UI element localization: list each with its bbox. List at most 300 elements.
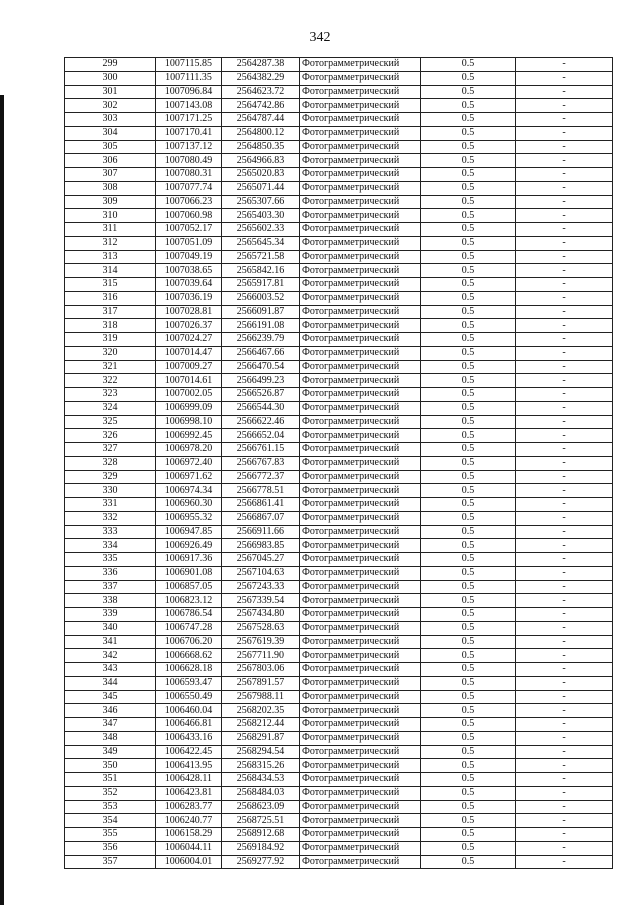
table-row (65, 553, 613, 567)
table-row (65, 649, 613, 663)
accuracy-cell: 0.5 (421, 429, 516, 443)
method-cell: Фотограмметрический (300, 594, 421, 608)
method-cell: Фотограмметрический (300, 511, 421, 525)
x-coordinate-cell: 1007002.05 (156, 388, 222, 402)
x-coordinate-cell: 1007039.64 (156, 278, 222, 292)
coordinates-table (64, 57, 613, 869)
y-coordinate-cell: 2567339.54 (222, 594, 300, 608)
accuracy-cell: 0.5 (421, 168, 516, 182)
method-cell: Фотограмметрический (300, 374, 421, 388)
method-cell: Фотограмметрический (300, 621, 421, 635)
x-coordinate-cell: 1006857.05 (156, 580, 222, 594)
table-row (65, 498, 613, 512)
note-cell: - (516, 498, 613, 512)
point-number-cell: 329 (65, 470, 156, 484)
x-coordinate-cell: 1007111.35 (156, 71, 222, 85)
y-coordinate-cell: 2567988.11 (222, 690, 300, 704)
table-row (65, 154, 613, 168)
table-row (65, 841, 613, 855)
point-number-cell: 310 (65, 209, 156, 223)
note-cell: - (516, 841, 613, 855)
point-number-cell: 304 (65, 126, 156, 140)
x-coordinate-cell: 1007014.47 (156, 346, 222, 360)
note-cell: - (516, 333, 613, 347)
note-cell: - (516, 539, 613, 553)
table-row (65, 814, 613, 828)
method-cell: Фотограмметрический (300, 236, 421, 250)
point-number-cell: 326 (65, 429, 156, 443)
method-cell: Фотограмметрический (300, 731, 421, 745)
method-cell: Фотограмметрический (300, 291, 421, 305)
y-coordinate-cell: 2568725.51 (222, 814, 300, 828)
note-cell: - (516, 401, 613, 415)
point-number-cell: 342 (65, 649, 156, 663)
x-coordinate-cell: 1007143.08 (156, 99, 222, 113)
y-coordinate-cell: 2566761.15 (222, 443, 300, 457)
note-cell: - (516, 346, 613, 360)
method-cell: Фотограмметрический (300, 663, 421, 677)
table-row (65, 113, 613, 127)
table-row (65, 58, 613, 72)
method-cell: Фотограмметрический (300, 649, 421, 663)
method-cell: Фотограмметрический (300, 718, 421, 732)
table-row (65, 264, 613, 278)
y-coordinate-cell: 2566767.83 (222, 456, 300, 470)
table-row (65, 140, 613, 154)
y-coordinate-cell: 2569277.92 (222, 855, 300, 869)
y-coordinate-cell: 2564800.12 (222, 126, 300, 140)
point-number-cell: 327 (65, 443, 156, 457)
y-coordinate-cell: 2567104.63 (222, 566, 300, 580)
table-row (65, 168, 613, 182)
scan-edge-bar (0, 95, 4, 905)
table-row (65, 786, 613, 800)
point-number-cell: 321 (65, 360, 156, 374)
table-row (65, 209, 613, 223)
point-number-cell: 333 (65, 525, 156, 539)
x-coordinate-cell: 1007137.12 (156, 140, 222, 154)
x-coordinate-cell: 1006433.16 (156, 731, 222, 745)
table-row (65, 470, 613, 484)
accuracy-cell: 0.5 (421, 319, 516, 333)
x-coordinate-cell: 1007036.19 (156, 291, 222, 305)
note-cell: - (516, 676, 613, 690)
note-cell: - (516, 828, 613, 842)
method-cell: Фотограмметрический (300, 759, 421, 773)
y-coordinate-cell: 2566867.07 (222, 511, 300, 525)
note-cell: - (516, 181, 613, 195)
table-row (65, 676, 613, 690)
x-coordinate-cell: 1007077.74 (156, 181, 222, 195)
method-cell: Фотограмметрический (300, 484, 421, 498)
table-row (65, 236, 613, 250)
point-number-cell: 302 (65, 99, 156, 113)
method-cell: Фотограмметрический (300, 99, 421, 113)
accuracy-cell: 0.5 (421, 580, 516, 594)
method-cell: Фотограмметрический (300, 786, 421, 800)
x-coordinate-cell: 1007026.37 (156, 319, 222, 333)
table-row (65, 663, 613, 677)
note-cell: - (516, 621, 613, 635)
x-coordinate-cell: 1006628.18 (156, 663, 222, 677)
accuracy-cell: 0.5 (421, 470, 516, 484)
y-coordinate-cell: 2566526.87 (222, 388, 300, 402)
point-number-cell: 343 (65, 663, 156, 677)
table-row (65, 690, 613, 704)
note-cell: - (516, 635, 613, 649)
point-number-cell: 319 (65, 333, 156, 347)
method-cell: Фотограмметрический (300, 278, 421, 292)
y-coordinate-cell: 2564850.35 (222, 140, 300, 154)
note-cell: - (516, 85, 613, 99)
x-coordinate-cell: 1007170.41 (156, 126, 222, 140)
y-coordinate-cell: 2567243.33 (222, 580, 300, 594)
note-cell: - (516, 566, 613, 580)
x-coordinate-cell: 1007028.81 (156, 305, 222, 319)
accuracy-cell: 0.5 (421, 401, 516, 415)
point-number-cell: 338 (65, 594, 156, 608)
point-number-cell: 318 (65, 319, 156, 333)
table-row (65, 608, 613, 622)
point-number-cell: 335 (65, 553, 156, 567)
table-row (65, 346, 613, 360)
method-cell: Фотограмметрический (300, 841, 421, 855)
accuracy-cell: 0.5 (421, 539, 516, 553)
y-coordinate-cell: 2565020.83 (222, 168, 300, 182)
note-cell: - (516, 58, 613, 72)
point-number-cell: 303 (65, 113, 156, 127)
y-coordinate-cell: 2568294.54 (222, 745, 300, 759)
accuracy-cell: 0.5 (421, 828, 516, 842)
table-row (65, 85, 613, 99)
accuracy-cell: 0.5 (421, 209, 516, 223)
note-cell: - (516, 154, 613, 168)
table-row (65, 773, 613, 787)
method-cell: Фотограмметрический (300, 704, 421, 718)
accuracy-cell: 0.5 (421, 663, 516, 677)
note-cell: - (516, 113, 613, 127)
table-row (65, 305, 613, 319)
y-coordinate-cell: 2565403.30 (222, 209, 300, 223)
method-cell: Фотограмметрический (300, 745, 421, 759)
x-coordinate-cell: 1006668.62 (156, 649, 222, 663)
note-cell: - (516, 759, 613, 773)
x-coordinate-cell: 1007115.85 (156, 58, 222, 72)
y-coordinate-cell: 2564623.72 (222, 85, 300, 99)
method-cell: Фотограмметрический (300, 814, 421, 828)
note-cell: - (516, 250, 613, 264)
x-coordinate-cell: 1006158.29 (156, 828, 222, 842)
table-row (65, 388, 613, 402)
point-number-cell: 336 (65, 566, 156, 580)
y-coordinate-cell: 2567528.63 (222, 621, 300, 635)
accuracy-cell: 0.5 (421, 718, 516, 732)
x-coordinate-cell: 1006823.12 (156, 594, 222, 608)
note-cell: - (516, 195, 613, 209)
accuracy-cell: 0.5 (421, 85, 516, 99)
note-cell: - (516, 580, 613, 594)
accuracy-cell: 0.5 (421, 841, 516, 855)
method-cell: Фотограмметрический (300, 800, 421, 814)
method-cell: Фотограмметрический (300, 209, 421, 223)
table-row (65, 443, 613, 457)
method-cell: Фотограмметрический (300, 498, 421, 512)
method-cell: Фотограмметрический (300, 71, 421, 85)
x-coordinate-cell: 1006917.36 (156, 553, 222, 567)
method-cell: Фотограмметрический (300, 388, 421, 402)
x-coordinate-cell: 1006428.11 (156, 773, 222, 787)
y-coordinate-cell: 2566499.23 (222, 374, 300, 388)
accuracy-cell: 0.5 (421, 525, 516, 539)
table-row (65, 360, 613, 374)
method-cell: Фотограмметрический (300, 140, 421, 154)
method-cell: Фотограмметрический (300, 539, 421, 553)
x-coordinate-cell: 1006423.81 (156, 786, 222, 800)
x-coordinate-cell: 1006955.32 (156, 511, 222, 525)
x-coordinate-cell: 1006044.11 (156, 841, 222, 855)
method-cell: Фотограмметрический (300, 580, 421, 594)
accuracy-cell: 0.5 (421, 415, 516, 429)
point-number-cell: 346 (65, 704, 156, 718)
x-coordinate-cell: 1007051.09 (156, 236, 222, 250)
y-coordinate-cell: 2568202.35 (222, 704, 300, 718)
note-cell: - (516, 126, 613, 140)
x-coordinate-cell: 1007038.65 (156, 264, 222, 278)
y-coordinate-cell: 2565602.33 (222, 223, 300, 237)
x-coordinate-cell: 1006550.49 (156, 690, 222, 704)
y-coordinate-cell: 2567434.80 (222, 608, 300, 622)
accuracy-cell: 0.5 (421, 566, 516, 580)
note-cell: - (516, 553, 613, 567)
y-coordinate-cell: 2569184.92 (222, 841, 300, 855)
point-number-cell: 320 (65, 346, 156, 360)
method-cell: Фотограмметрический (300, 828, 421, 842)
table-row (65, 828, 613, 842)
note-cell: - (516, 731, 613, 745)
point-number-cell: 351 (65, 773, 156, 787)
point-number-cell: 305 (65, 140, 156, 154)
x-coordinate-cell: 1007080.31 (156, 168, 222, 182)
x-coordinate-cell: 1006593.47 (156, 676, 222, 690)
table-row (65, 181, 613, 195)
x-coordinate-cell: 1007052.17 (156, 223, 222, 237)
note-cell: - (516, 690, 613, 704)
accuracy-cell: 0.5 (421, 443, 516, 457)
table-row (65, 99, 613, 113)
method-cell: Фотограмметрический (300, 305, 421, 319)
point-number-cell: 313 (65, 250, 156, 264)
method-cell: Фотограмметрический (300, 456, 421, 470)
x-coordinate-cell: 1006971.62 (156, 470, 222, 484)
accuracy-cell: 0.5 (421, 498, 516, 512)
method-cell: Фотограмметрический (300, 113, 421, 127)
x-coordinate-cell: 1006992.45 (156, 429, 222, 443)
accuracy-cell: 0.5 (421, 195, 516, 209)
table-row (65, 539, 613, 553)
y-coordinate-cell: 2565071.44 (222, 181, 300, 195)
note-cell: - (516, 855, 613, 869)
table-row (65, 429, 613, 443)
x-coordinate-cell: 1007009.27 (156, 360, 222, 374)
y-coordinate-cell: 2566911.66 (222, 525, 300, 539)
accuracy-cell: 0.5 (421, 759, 516, 773)
table-row (65, 704, 613, 718)
table-row (65, 415, 613, 429)
y-coordinate-cell: 2566544.30 (222, 401, 300, 415)
point-number-cell: 316 (65, 291, 156, 305)
table-row (65, 800, 613, 814)
point-number-cell: 332 (65, 511, 156, 525)
method-cell: Фотограмметрический (300, 58, 421, 72)
note-cell: - (516, 305, 613, 319)
table-row (65, 291, 613, 305)
y-coordinate-cell: 2566861.41 (222, 498, 300, 512)
point-number-cell: 341 (65, 635, 156, 649)
accuracy-cell: 0.5 (421, 594, 516, 608)
point-number-cell: 348 (65, 731, 156, 745)
note-cell: - (516, 374, 613, 388)
method-cell: Фотограмметрический (300, 855, 421, 869)
note-cell: - (516, 71, 613, 85)
note-cell: - (516, 415, 613, 429)
accuracy-cell: 0.5 (421, 113, 516, 127)
y-coordinate-cell: 2566467.66 (222, 346, 300, 360)
note-cell: - (516, 388, 613, 402)
point-number-cell: 317 (65, 305, 156, 319)
y-coordinate-cell: 2568212.44 (222, 718, 300, 732)
note-cell: - (516, 443, 613, 457)
accuracy-cell: 0.5 (421, 731, 516, 745)
table-row (65, 126, 613, 140)
accuracy-cell: 0.5 (421, 360, 516, 374)
y-coordinate-cell: 2566470.54 (222, 360, 300, 374)
point-number-cell: 354 (65, 814, 156, 828)
x-coordinate-cell: 1006998.10 (156, 415, 222, 429)
accuracy-cell: 0.5 (421, 58, 516, 72)
y-coordinate-cell: 2565307.66 (222, 195, 300, 209)
method-cell: Фотограмметрический (300, 470, 421, 484)
note-cell: - (516, 773, 613, 787)
accuracy-cell: 0.5 (421, 236, 516, 250)
table-row (65, 621, 613, 635)
x-coordinate-cell: 1006413.95 (156, 759, 222, 773)
method-cell: Фотограмметрический (300, 690, 421, 704)
accuracy-cell: 0.5 (421, 690, 516, 704)
table-row (65, 566, 613, 580)
y-coordinate-cell: 2565645.34 (222, 236, 300, 250)
table-row (65, 745, 613, 759)
point-number-cell: 312 (65, 236, 156, 250)
x-coordinate-cell: 1007014.61 (156, 374, 222, 388)
method-cell: Фотограмметрический (300, 566, 421, 580)
y-coordinate-cell: 2567891.57 (222, 676, 300, 690)
accuracy-cell: 0.5 (421, 608, 516, 622)
x-coordinate-cell: 1006466.81 (156, 718, 222, 732)
note-cell: - (516, 470, 613, 484)
note-cell: - (516, 168, 613, 182)
accuracy-cell: 0.5 (421, 676, 516, 690)
x-coordinate-cell: 1006747.28 (156, 621, 222, 635)
note-cell: - (516, 608, 613, 622)
note-cell: - (516, 278, 613, 292)
y-coordinate-cell: 2566239.79 (222, 333, 300, 347)
accuracy-cell: 0.5 (421, 704, 516, 718)
method-cell: Фотограмметрический (300, 635, 421, 649)
accuracy-cell: 0.5 (421, 154, 516, 168)
point-number-cell: 324 (65, 401, 156, 415)
point-number-cell: 323 (65, 388, 156, 402)
table-row (65, 759, 613, 773)
x-coordinate-cell: 1006240.77 (156, 814, 222, 828)
y-coordinate-cell: 2568623.09 (222, 800, 300, 814)
note-cell: - (516, 484, 613, 498)
x-coordinate-cell: 1006974.34 (156, 484, 222, 498)
point-number-cell: 345 (65, 690, 156, 704)
method-cell: Фотограмметрический (300, 168, 421, 182)
note-cell: - (516, 704, 613, 718)
point-number-cell: 349 (65, 745, 156, 759)
table-row (65, 635, 613, 649)
accuracy-cell: 0.5 (421, 511, 516, 525)
table-row (65, 319, 613, 333)
x-coordinate-cell: 1007024.27 (156, 333, 222, 347)
y-coordinate-cell: 2568484.03 (222, 786, 300, 800)
point-number-cell: 328 (65, 456, 156, 470)
table-row (65, 594, 613, 608)
y-coordinate-cell: 2566652.04 (222, 429, 300, 443)
note-cell: - (516, 663, 613, 677)
method-cell: Фотограмметрический (300, 553, 421, 567)
table-row (65, 401, 613, 415)
point-number-cell: 337 (65, 580, 156, 594)
x-coordinate-cell: 1007096.84 (156, 85, 222, 99)
accuracy-cell: 0.5 (421, 814, 516, 828)
y-coordinate-cell: 2564742.86 (222, 99, 300, 113)
note-cell: - (516, 814, 613, 828)
accuracy-cell: 0.5 (421, 800, 516, 814)
table-row (65, 71, 613, 85)
page-number: 342 (309, 30, 331, 45)
y-coordinate-cell: 2564382.29 (222, 71, 300, 85)
x-coordinate-cell: 1006706.20 (156, 635, 222, 649)
x-coordinate-cell: 1006460.04 (156, 704, 222, 718)
x-coordinate-cell: 1006004.01 (156, 855, 222, 869)
table-row (65, 484, 613, 498)
method-cell: Фотограмметрический (300, 676, 421, 690)
point-number-cell: 331 (65, 498, 156, 512)
table-row (65, 718, 613, 732)
x-coordinate-cell: 1006422.45 (156, 745, 222, 759)
x-coordinate-cell: 1006999.09 (156, 401, 222, 415)
method-cell: Фотограмметрический (300, 401, 421, 415)
method-cell: Фотограмметрический (300, 85, 421, 99)
point-number-cell: 352 (65, 786, 156, 800)
y-coordinate-cell: 2567045.27 (222, 553, 300, 567)
note-cell: - (516, 649, 613, 663)
note-cell: - (516, 291, 613, 305)
table-row (65, 855, 613, 869)
accuracy-cell: 0.5 (421, 553, 516, 567)
y-coordinate-cell: 2566772.37 (222, 470, 300, 484)
point-number-cell: 325 (65, 415, 156, 429)
y-coordinate-cell: 2567619.39 (222, 635, 300, 649)
table-row (65, 223, 613, 237)
y-coordinate-cell: 2567803.06 (222, 663, 300, 677)
accuracy-cell: 0.5 (421, 71, 516, 85)
y-coordinate-cell: 2568315.26 (222, 759, 300, 773)
accuracy-cell: 0.5 (421, 484, 516, 498)
point-number-cell: 357 (65, 855, 156, 869)
